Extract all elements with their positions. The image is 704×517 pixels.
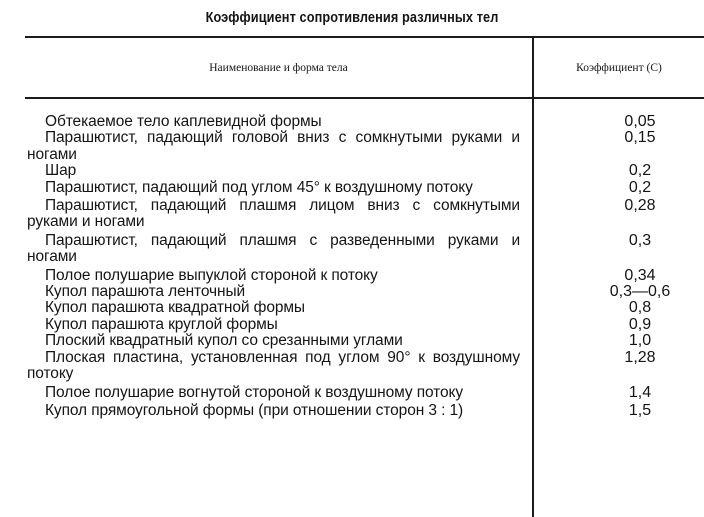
row-name: Парашютист, падающий головой вниз с сомкнутыми руками и ногами bbox=[27, 129, 520, 163]
row-coefficient: 0,2 bbox=[628, 178, 652, 196]
table-row bbox=[27, 350, 704, 383]
table-row bbox=[27, 333, 704, 349]
row-coefficient: 0,05 bbox=[624, 113, 656, 130]
row-name: Плоский квадратный купол со срезанными углами bbox=[45, 332, 403, 350]
row-name: Шар bbox=[45, 162, 77, 180]
row-coefficient: 0,28 bbox=[624, 197, 656, 215]
row-coefficient: 0,8 bbox=[628, 299, 652, 317]
row-name: Парашютист, падающий плашмя с разведенными руками и ногами bbox=[27, 231, 520, 266]
table-row bbox=[27, 300, 704, 316]
table-row bbox=[27, 198, 704, 231]
row-name: Обтекаемое тело каплевидной формы bbox=[45, 113, 322, 130]
row-name: Купол парашюта круглой формы bbox=[45, 315, 278, 333]
table-row bbox=[27, 403, 704, 419]
header-coefficient: Коэффициент (С) bbox=[576, 62, 662, 74]
row-coefficient: 0,3—0,6 bbox=[609, 283, 671, 301]
row-coefficient: 0,9 bbox=[628, 315, 652, 333]
row-coefficient: 0,3 bbox=[628, 231, 652, 249]
table-row bbox=[27, 180, 704, 196]
header-bottom-rule bbox=[25, 97, 704, 99]
row-name: Купол прямоугольной формы (при отношении сторон 3 : 1) bbox=[45, 401, 464, 419]
row-name: Купол парашюта квадратной формы bbox=[45, 299, 305, 317]
row-coefficient: 1,28 bbox=[624, 348, 656, 366]
table-row bbox=[27, 317, 704, 333]
row-name: Полое полушарие вогнутой стороной к воздушному потоку bbox=[45, 383, 464, 401]
table-top-rule bbox=[25, 36, 704, 38]
row-name: Плоская пластина, установленная под углом 90° к воздушному потоку bbox=[27, 348, 520, 383]
row-coefficient: 0,34 bbox=[624, 266, 656, 284]
row-name: Парашютист, падающий под углом 45° к воздушному потоку bbox=[45, 178, 473, 196]
header-name: Наименование и форма тела bbox=[209, 62, 348, 74]
table-row bbox=[27, 114, 704, 130]
table-row bbox=[27, 163, 704, 179]
table-title: Коэффициент сопротивления различных тел bbox=[205, 10, 499, 26]
row-name: Купол парашюта ленточный bbox=[45, 283, 246, 301]
table-row bbox=[27, 268, 704, 284]
row-name: Полое полушарие выпуклой стороной к потоку bbox=[45, 266, 378, 284]
row-coefficient: 0,2 bbox=[628, 162, 652, 180]
row-coefficient: 1,4 bbox=[628, 383, 652, 401]
table-row bbox=[27, 385, 704, 401]
table-row bbox=[27, 284, 704, 300]
row-name: Парашютист, падающий плашмя лицом вниз с сомкнутыми руками и ногами bbox=[27, 197, 520, 231]
table-row bbox=[27, 130, 704, 163]
table-body bbox=[27, 114, 704, 419]
row-coefficient: 0,15 bbox=[624, 129, 656, 147]
row-coefficient: 1,0 bbox=[628, 332, 652, 350]
row-coefficient: 1,5 bbox=[628, 401, 652, 419]
table-row bbox=[27, 233, 704, 266]
